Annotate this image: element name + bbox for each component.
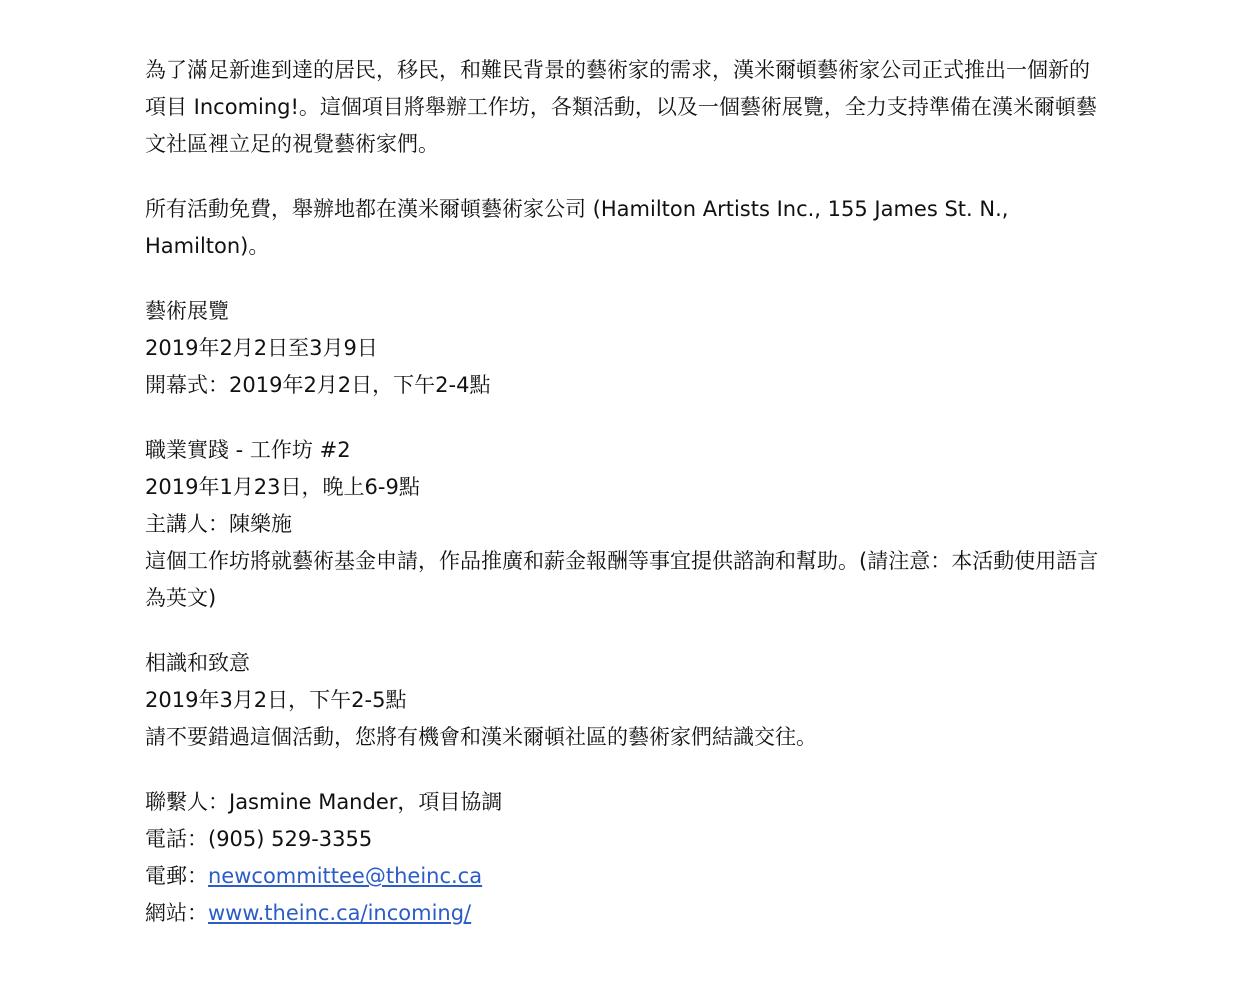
contact-email-link[interactable]: newcommittee@theinc.ca (208, 864, 483, 888)
document-body (145, 52, 1105, 960)
contact-website-row (145, 895, 1105, 932)
workshop-date: 2019年1月23日，晚上6-9點 (145, 475, 420, 499)
exhibition-title: 藝術展覽 (145, 299, 229, 323)
workshop-title: 職業實踐 - 工作坊 #2 (145, 438, 351, 462)
intro-paragraph-1: 為了滿足新進到達的居民，移民，和難民背景的藝術家的需求，漢米爾頓藝術家公司正式推出一個新的項目 Incoming!。這個項目將舉辦工作坊，各類活動，以及一個藝術展覽，全力支持準備在漢米爾頓藝文社區裡立足的視覺藝術家們。 (145, 58, 1097, 156)
contact-email-label: 電郵： (145, 864, 208, 888)
exhibition-opening: 開幕式：2019年2月2日，下午2-4點 (145, 373, 491, 397)
contact-phone: 電話：(905) 529-3355 (145, 827, 373, 851)
workshop-description: 這個工作坊將就藝術基金申請，作品推廣和薪金報酬等事宜提供諮詢和幫助。(請注意：本活動使用語言為英文) (145, 549, 1099, 610)
exhibition-dates: 2019年2月2日至3月9日 (145, 336, 378, 360)
intro-paragraph-2: 所有活動免費，舉辦地都在漢米爾頓藝術家公司 (Hamilton Artists Inc., 155 James St. N., Hamilton)。 (145, 197, 1009, 258)
meetup-date: 2019年3月2日，下午2-5點 (145, 688, 407, 712)
contact-email-row (145, 858, 1105, 895)
meetup-title: 相識和致意 (145, 651, 250, 675)
exhibition-section (145, 293, 1105, 404)
contact-website-label: 網站： (145, 901, 208, 925)
contact-section (145, 784, 1105, 932)
contact-website-link[interactable]: www.theinc.ca/incoming/ (208, 901, 472, 925)
contact-person: 聯繫人：Jasmine Mander，項目協調 (145, 790, 503, 814)
workshop-speaker: 主講人：陳樂施 (145, 512, 292, 536)
workshop-section (145, 432, 1105, 617)
meetup-description: 請不要錯過這個活動，您將有機會和漢米爾頓社區的藝術家們結識交往。 (145, 725, 817, 749)
meetup-section (145, 645, 1105, 756)
